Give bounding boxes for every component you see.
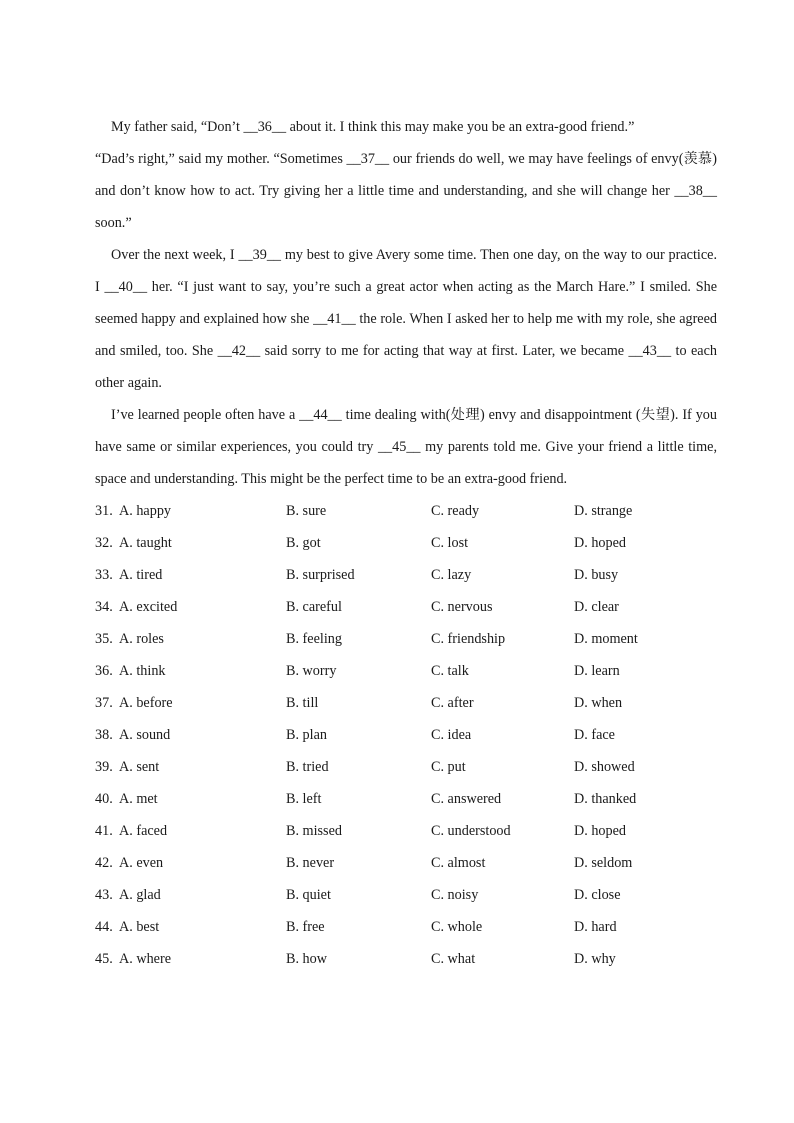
- option-a: A. before: [119, 695, 173, 711]
- option-c: C. understood: [431, 823, 511, 839]
- question-number: 38.: [95, 727, 113, 743]
- option-a: A. excited: [119, 599, 178, 615]
- option-a: A. faced: [119, 823, 168, 839]
- answer-options-list: [95, 495, 717, 975]
- option-b: B. quiet: [286, 887, 331, 903]
- option-b: B. how: [286, 951, 327, 967]
- option-a: A. glad: [119, 887, 161, 903]
- option-a: A. where: [119, 951, 171, 967]
- option-d: D. face: [574, 727, 615, 743]
- passage-paragraph: My father said, “Don’t __36__ about it. I think this may make you be an extra-good friend.”: [111, 119, 635, 135]
- option-b: B. worry: [286, 663, 337, 679]
- option-b: B. left: [286, 791, 322, 807]
- option-b: B. careful: [286, 599, 342, 615]
- document-page: [95, 111, 717, 975]
- option-b: B. missed: [286, 823, 342, 839]
- option-b: B. sure: [286, 503, 327, 519]
- passage: [95, 111, 717, 495]
- option-d: D. why: [574, 951, 616, 967]
- passage-paragraph: I’ve learned people often have a __44__ time dealing with(处理) envy and disappointment (失望). If you have same or similar experiences, you could try __45__ my parents told me. Give your friend a little time, space and understanding. This might be the perfect time to be an extra-good friend.: [95, 407, 717, 487]
- option-d: D. learn: [574, 663, 620, 679]
- option-d: D. clear: [574, 599, 619, 615]
- option-a: A. even: [119, 855, 164, 871]
- question-row: [95, 751, 717, 783]
- question-number: 44.: [95, 919, 113, 935]
- question-row: [95, 527, 717, 559]
- question-row: [95, 911, 717, 943]
- question-number: 36.: [95, 663, 113, 679]
- question-number: 35.: [95, 631, 113, 647]
- option-d: D. strange: [574, 503, 633, 519]
- option-c: C. what: [431, 951, 476, 967]
- option-d: D. hoped: [574, 823, 627, 839]
- question-row: [95, 719, 717, 751]
- option-c: C. noisy: [431, 887, 479, 903]
- option-c: C. almost: [431, 855, 486, 871]
- question-number: 31.: [95, 503, 113, 519]
- option-b: B. till: [286, 695, 319, 711]
- passage-paragraph: “Dad’s right,” said my mother. “Sometimes __37__ our friends do well, we may have feelings of envy(羡慕) and don’t know how to act. Try giving her a little time and understanding, and she will change her __38__ soon.”: [95, 151, 717, 231]
- question-row: [95, 655, 717, 687]
- option-a: A. happy: [119, 503, 172, 519]
- option-d: D. close: [574, 887, 621, 903]
- option-c: C. friendship: [431, 631, 506, 647]
- question-number: 37.: [95, 695, 113, 711]
- option-a: A. taught: [119, 535, 172, 551]
- option-d: D. hoped: [574, 535, 627, 551]
- option-d: D. showed: [574, 759, 635, 775]
- option-d: D. busy: [574, 567, 619, 583]
- question-row: [95, 591, 717, 623]
- option-d: D. hard: [574, 919, 617, 935]
- question-row: [95, 847, 717, 879]
- option-c: C. talk: [431, 663, 469, 679]
- option-d: D. thanked: [574, 791, 637, 807]
- question-number: 41.: [95, 823, 113, 839]
- option-a: A. sound: [119, 727, 171, 743]
- option-c: C. answered: [431, 791, 502, 807]
- question-number: 33.: [95, 567, 113, 583]
- option-c: C. idea: [431, 727, 472, 743]
- option-a: A. met: [119, 791, 158, 807]
- question-row: [95, 879, 717, 911]
- option-c: C. lost: [431, 535, 469, 551]
- option-c: C. ready: [431, 503, 480, 519]
- option-d: D. moment: [574, 631, 638, 647]
- option-a: A. think: [119, 663, 166, 679]
- option-c: C. nervous: [431, 599, 493, 615]
- question-number: 43.: [95, 887, 113, 903]
- question-number: 39.: [95, 759, 113, 775]
- option-b: B. never: [286, 855, 335, 871]
- option-b: B. plan: [286, 727, 327, 743]
- question-row: [95, 495, 717, 527]
- question-number: 32.: [95, 535, 113, 551]
- option-d: D. seldom: [574, 855, 633, 871]
- question-row: [95, 559, 717, 591]
- option-a: A. tired: [119, 567, 163, 583]
- option-c: C. put: [431, 759, 466, 775]
- option-a: A. best: [119, 919, 160, 935]
- option-c: C. after: [431, 695, 474, 711]
- option-b: B. got: [286, 535, 321, 551]
- option-b: B. surprised: [286, 567, 355, 583]
- question-number: 34.: [95, 599, 113, 615]
- option-a: A. roles: [119, 631, 164, 647]
- passage-paragraph: Over the next week, I __39__ my best to give Avery some time. Then one day, on the way to our practice. I __40__ her. “I just want to say, you’re such a great actor when acting as the March Hare.” I smiled. She seemed happy and explained how she __41__ the role. When I asked her to help me with my role, she agreed and smiled, too. She __42__ said sorry to me for acting that way at first. Later, we became __43__ to each other again.: [95, 247, 717, 391]
- option-c: C. whole: [431, 919, 483, 935]
- option-d: D. when: [574, 695, 623, 711]
- question-number: 42.: [95, 855, 113, 871]
- question-number: 40.: [95, 791, 113, 807]
- question-row: [95, 687, 717, 719]
- question-row: [95, 943, 717, 975]
- option-b: B. tried: [286, 759, 329, 775]
- option-a: A. sent: [119, 759, 160, 775]
- question-row: [95, 815, 717, 847]
- option-b: B. free: [286, 919, 325, 935]
- question-row: [95, 783, 717, 815]
- question-row: [95, 623, 717, 655]
- option-b: B. feeling: [286, 631, 342, 647]
- question-number: 45.: [95, 951, 113, 967]
- option-c: C. lazy: [431, 567, 472, 583]
